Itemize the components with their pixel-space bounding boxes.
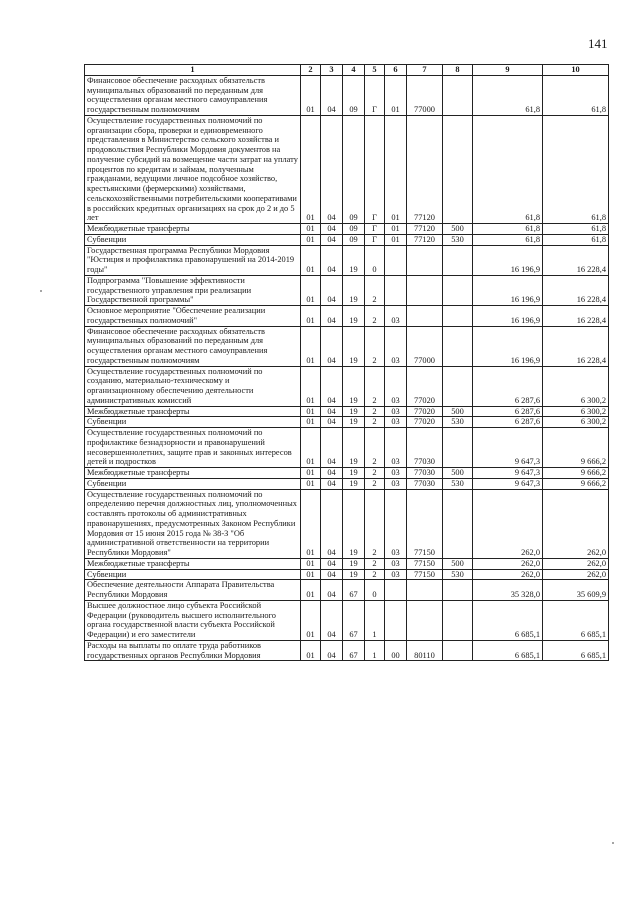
code-3: 04 — [321, 245, 343, 275]
amount-10: 61,8 — [543, 75, 609, 115]
code-6: 03 — [385, 366, 407, 406]
amount-10: 6 300,2 — [543, 417, 609, 428]
code-7: 77150 — [407, 569, 443, 580]
code-8 — [443, 428, 473, 468]
code-6: 03 — [385, 306, 407, 327]
code-7: 77120 — [407, 115, 443, 223]
code-6 — [385, 600, 407, 640]
code-3: 04 — [321, 115, 343, 223]
amount-9: 9 647,3 — [473, 478, 543, 489]
code-5: 2 — [365, 468, 385, 479]
table-row — [85, 115, 609, 223]
code-5: Г — [365, 115, 385, 223]
code-7: 77000 — [407, 75, 443, 115]
table-row — [85, 75, 609, 115]
code-6: 03 — [385, 468, 407, 479]
code-8 — [443, 306, 473, 327]
table-row — [85, 306, 609, 327]
code-6: 03 — [385, 569, 407, 580]
code-8: 500 — [443, 468, 473, 479]
code-4: 19 — [343, 306, 365, 327]
code-4: 67 — [343, 600, 365, 640]
code-8: 530 — [443, 417, 473, 428]
code-8 — [443, 489, 473, 558]
code-2: 01 — [301, 245, 321, 275]
table-row — [85, 234, 609, 245]
code-6: 03 — [385, 478, 407, 489]
code-5: Г — [365, 234, 385, 245]
amount-10: 61,8 — [543, 115, 609, 223]
code-8: 530 — [443, 569, 473, 580]
code-4: 19 — [343, 478, 365, 489]
table-row — [85, 275, 609, 305]
budget-table — [84, 64, 609, 661]
code-2: 01 — [301, 406, 321, 417]
amount-9: 61,8 — [473, 115, 543, 223]
amount-10: 262,0 — [543, 558, 609, 569]
amount-10: 9 666,2 — [543, 478, 609, 489]
code-5: 2 — [365, 569, 385, 580]
code-2: 01 — [301, 326, 321, 366]
code-7: 80110 — [407, 640, 443, 661]
table-row — [85, 224, 609, 235]
amount-9: 6 685,1 — [473, 640, 543, 661]
code-2: 01 — [301, 478, 321, 489]
table-row — [85, 417, 609, 428]
row-name: Субвенции — [85, 234, 301, 245]
code-7: 77020 — [407, 406, 443, 417]
code-6: 01 — [385, 234, 407, 245]
code-7 — [407, 245, 443, 275]
code-3: 04 — [321, 224, 343, 235]
code-8 — [443, 600, 473, 640]
table-row — [85, 245, 609, 275]
code-8: 530 — [443, 478, 473, 489]
code-5: 2 — [365, 489, 385, 558]
code-3: 04 — [321, 417, 343, 428]
code-8: 500 — [443, 406, 473, 417]
row-name: Субвенции — [85, 478, 301, 489]
code-7: 77120 — [407, 234, 443, 245]
row-name: Межбюджетные трансферты — [85, 468, 301, 479]
amount-10: 9 666,2 — [543, 428, 609, 468]
column-header-9: 9 — [473, 65, 543, 76]
code-7: 77030 — [407, 428, 443, 468]
code-5: 2 — [365, 366, 385, 406]
code-4: 09 — [343, 224, 365, 235]
code-4: 19 — [343, 558, 365, 569]
code-8 — [443, 245, 473, 275]
code-5: Г — [365, 75, 385, 115]
amount-10: 262,0 — [543, 489, 609, 558]
code-8: 500 — [443, 224, 473, 235]
code-8 — [443, 366, 473, 406]
code-7: 77150 — [407, 558, 443, 569]
column-header-3: 3 — [321, 65, 343, 76]
code-5: 2 — [365, 478, 385, 489]
code-3: 04 — [321, 428, 343, 468]
code-4: 19 — [343, 569, 365, 580]
code-2: 01 — [301, 75, 321, 115]
amount-10: 61,8 — [543, 234, 609, 245]
code-2: 01 — [301, 600, 321, 640]
code-8 — [443, 115, 473, 223]
row-name: Осуществление государственных полномочий по определению перечня должностных лиц, уполномоченных составлять протоколы об административных правонарушениях, предусмотренных Законом Республики Мордовия от 15 июня 2015 года № 38-З "Об административной ответственности на территории Республики Мордовия" — [85, 489, 301, 558]
amount-9: 262,0 — [473, 558, 543, 569]
code-2: 01 — [301, 428, 321, 468]
code-6: 03 — [385, 558, 407, 569]
code-3: 04 — [321, 600, 343, 640]
code-5: 1 — [365, 640, 385, 661]
amount-9: 16 196,9 — [473, 306, 543, 327]
code-3: 04 — [321, 234, 343, 245]
code-4: 19 — [343, 489, 365, 558]
amount-9: 9 647,3 — [473, 468, 543, 479]
code-6: 03 — [385, 417, 407, 428]
code-6: 03 — [385, 489, 407, 558]
table-row — [85, 428, 609, 468]
code-5: 0 — [365, 245, 385, 275]
code-7: 77150 — [407, 489, 443, 558]
column-header-5: 5 — [365, 65, 385, 76]
code-2: 01 — [301, 580, 321, 601]
code-7 — [407, 275, 443, 305]
code-5: 0 — [365, 580, 385, 601]
code-3: 04 — [321, 306, 343, 327]
code-6: 03 — [385, 326, 407, 366]
column-header-4: 4 — [343, 65, 365, 76]
code-3: 04 — [321, 326, 343, 366]
row-name: Осуществление государственных полномочий по профилактике безнадзорности и правонарушений несовершеннолетних, защите прав и законных интересов детей и подростков — [85, 428, 301, 468]
code-2: 01 — [301, 115, 321, 223]
code-2: 01 — [301, 366, 321, 406]
column-header-8: 8 — [443, 65, 473, 76]
row-name: Подпрограмма "Повышение эффективности государственного управления при реализации Государственной программы" — [85, 275, 301, 305]
code-7: 77030 — [407, 468, 443, 479]
code-4: 19 — [343, 366, 365, 406]
code-2: 01 — [301, 640, 321, 661]
amount-9: 262,0 — [473, 489, 543, 558]
code-7: 77020 — [407, 366, 443, 406]
code-8 — [443, 640, 473, 661]
code-2: 01 — [301, 234, 321, 245]
table-header — [85, 65, 609, 76]
row-name: Осуществление государственных полномочий по организации сбора, проверки и единовременного представления в Министерство сельского хозяйства и продовольствия Республики Мордовия документов на получение субсидий на возмещение части затрат на уплату процентов по кредитам и займам, полученным гражданами, ведущими личное подсобное хозяйство, крестьянскими (фермерскими) хозяйствами, сельскохозяйственными потребительскими кооперативами в российских кредитных организациях на срок до 2 и до 5 лет — [85, 115, 301, 223]
code-6: 01 — [385, 115, 407, 223]
table-row — [85, 489, 609, 558]
table-row — [85, 569, 609, 580]
amount-9: 9 647,3 — [473, 428, 543, 468]
code-3: 04 — [321, 489, 343, 558]
code-2: 01 — [301, 468, 321, 479]
amount-10: 61,8 — [543, 224, 609, 235]
amount-9: 35 328,0 — [473, 580, 543, 601]
amount-10: 16 228,4 — [543, 245, 609, 275]
table-row — [85, 468, 609, 479]
code-7: 77000 — [407, 326, 443, 366]
row-name: Высшее должностное лицо субъекта Российской Федерации (руководитель высшего исполнительного органа государственной власти субъекта Российской Федерации) и его заместители — [85, 600, 301, 640]
row-name: Расходы на выплаты по оплате труда работников государственных органов Республики Мордовия — [85, 640, 301, 661]
code-6: 01 — [385, 75, 407, 115]
code-5: Г — [365, 224, 385, 235]
amount-10: 9 666,2 — [543, 468, 609, 479]
amount-9: 262,0 — [473, 569, 543, 580]
code-3: 04 — [321, 478, 343, 489]
code-8 — [443, 75, 473, 115]
code-3: 04 — [321, 468, 343, 479]
row-name: Финансовое обеспечение расходных обязательств муниципальных образований по переданным для осуществления органам местного самоуправления государственным полномочиям — [85, 326, 301, 366]
code-7 — [407, 306, 443, 327]
code-5: 2 — [365, 275, 385, 305]
code-6: 03 — [385, 406, 407, 417]
row-name: Субвенции — [85, 417, 301, 428]
code-3: 04 — [321, 569, 343, 580]
code-8: 500 — [443, 558, 473, 569]
code-3: 04 — [321, 406, 343, 417]
code-6 — [385, 580, 407, 601]
code-6: 00 — [385, 640, 407, 661]
amount-10: 6 685,1 — [543, 640, 609, 661]
code-4: 09 — [343, 115, 365, 223]
scan-speck — [40, 290, 42, 292]
column-header-7: 7 — [407, 65, 443, 76]
row-name: Финансовое обеспечение расходных обязательств муниципальных образований по переданным для осуществления органам местного самоуправления государственным полномочиям — [85, 75, 301, 115]
table-row — [85, 478, 609, 489]
code-5: 2 — [365, 306, 385, 327]
code-2: 01 — [301, 489, 321, 558]
amount-10: 35 609,9 — [543, 580, 609, 601]
code-7 — [407, 600, 443, 640]
table-row — [85, 640, 609, 661]
code-6: 03 — [385, 428, 407, 468]
code-2: 01 — [301, 417, 321, 428]
code-7: 77020 — [407, 417, 443, 428]
code-4: 67 — [343, 580, 365, 601]
amount-9: 6 287,6 — [473, 417, 543, 428]
header-row — [85, 65, 609, 76]
scan-speck — [612, 842, 614, 844]
amount-10: 16 228,4 — [543, 275, 609, 305]
code-4: 19 — [343, 468, 365, 479]
row-name: Межбюджетные трансферты — [85, 406, 301, 417]
code-2: 01 — [301, 569, 321, 580]
amount-9: 61,8 — [473, 75, 543, 115]
code-3: 04 — [321, 580, 343, 601]
code-5: 2 — [365, 417, 385, 428]
row-name: Государственная программа Республики Мордовия "Юстиция и профилактика правонарушений на 2014-2019 годы" — [85, 245, 301, 275]
row-name: Межбюджетные трансферты — [85, 224, 301, 235]
table-row — [85, 558, 609, 569]
column-header-10: 10 — [543, 65, 609, 76]
code-5: 2 — [365, 326, 385, 366]
code-4: 19 — [343, 275, 365, 305]
row-name: Осуществление государственных полномочий по созданию, материально-техническому и организационному обеспечению деятельности административных комиссий — [85, 366, 301, 406]
code-6 — [385, 275, 407, 305]
amount-10: 6 300,2 — [543, 406, 609, 417]
amount-10: 6 685,1 — [543, 600, 609, 640]
amount-9: 61,8 — [473, 224, 543, 235]
amount-9: 16 196,9 — [473, 275, 543, 305]
code-7: 77120 — [407, 224, 443, 235]
table-row — [85, 326, 609, 366]
code-3: 04 — [321, 75, 343, 115]
code-3: 04 — [321, 366, 343, 406]
code-4: 09 — [343, 75, 365, 115]
amount-9: 61,8 — [473, 234, 543, 245]
code-3: 04 — [321, 640, 343, 661]
table-row — [85, 366, 609, 406]
column-header-1: 1 — [85, 65, 301, 76]
amount-10: 6 300,2 — [543, 366, 609, 406]
code-2: 01 — [301, 558, 321, 569]
code-5: 1 — [365, 600, 385, 640]
code-4: 19 — [343, 417, 365, 428]
code-6 — [385, 245, 407, 275]
code-7 — [407, 580, 443, 601]
page-number: 141 — [588, 36, 608, 51]
amount-10: 262,0 — [543, 569, 609, 580]
code-3: 04 — [321, 275, 343, 305]
table-row — [85, 580, 609, 601]
row-name: Обеспечение деятельности Аппарата Правительства Республики Мордовия — [85, 580, 301, 601]
code-4: 09 — [343, 234, 365, 245]
code-6: 01 — [385, 224, 407, 235]
amount-10: 16 228,4 — [543, 306, 609, 327]
row-name: Субвенции — [85, 569, 301, 580]
amount-10: 16 228,4 — [543, 326, 609, 366]
row-name: Основное мероприятие "Обеспечение реализации государственных полномочий" — [85, 306, 301, 327]
table-body — [85, 75, 609, 661]
code-8 — [443, 275, 473, 305]
code-2: 01 — [301, 275, 321, 305]
code-4: 19 — [343, 326, 365, 366]
code-2: 01 — [301, 224, 321, 235]
code-5: 2 — [365, 558, 385, 569]
amount-9: 16 196,9 — [473, 245, 543, 275]
code-2: 01 — [301, 306, 321, 327]
code-4: 67 — [343, 640, 365, 661]
amount-9: 16 196,9 — [473, 326, 543, 366]
code-7: 77030 — [407, 478, 443, 489]
amount-9: 6 685,1 — [473, 600, 543, 640]
amount-9: 6 287,6 — [473, 406, 543, 417]
code-5: 2 — [365, 428, 385, 468]
column-header-2: 2 — [301, 65, 321, 76]
code-8 — [443, 326, 473, 366]
code-8 — [443, 580, 473, 601]
column-header-6: 6 — [385, 65, 407, 76]
code-4: 19 — [343, 406, 365, 417]
table-row — [85, 406, 609, 417]
code-4: 19 — [343, 245, 365, 275]
table-row — [85, 600, 609, 640]
row-name: Межбюджетные трансферты — [85, 558, 301, 569]
code-4: 19 — [343, 428, 365, 468]
code-3: 04 — [321, 558, 343, 569]
code-8: 530 — [443, 234, 473, 245]
amount-9: 6 287,6 — [473, 366, 543, 406]
code-5: 2 — [365, 406, 385, 417]
